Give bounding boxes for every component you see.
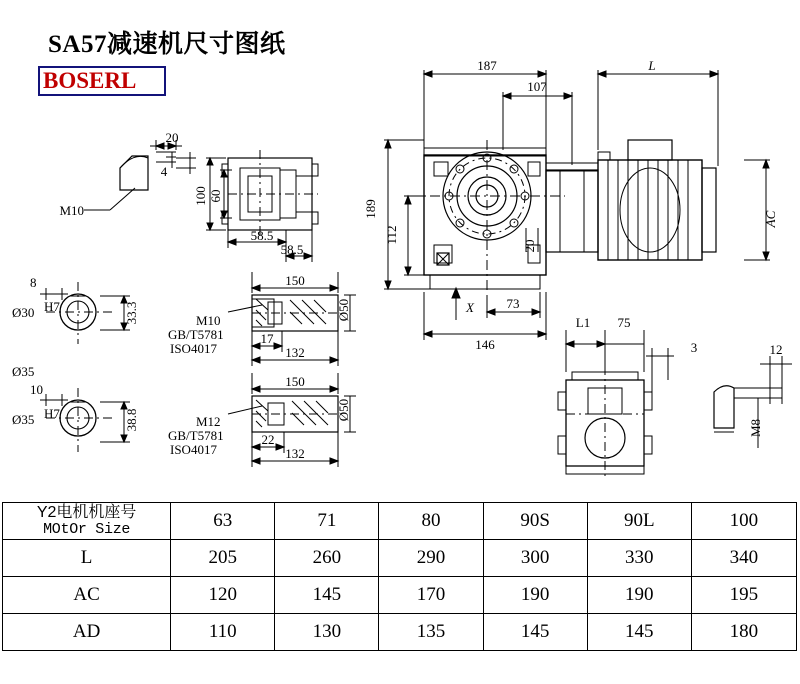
dim-10: 10 [30,382,43,397]
AD-90l: 145 [587,614,691,651]
size-90s: 90S [483,503,587,540]
L-90l: 330 [587,540,691,577]
dim-3: 3 [690,340,698,355]
dim-20-right: 20 [522,239,537,253]
dim-M8: M8 [748,418,763,438]
dim-60: 60 [208,189,223,203]
dim-132a: 132 [285,345,305,360]
dim-73: 73 [506,296,520,311]
dim-22: 22 [261,432,275,447]
dim-gb-b: GB/T5781 [168,428,224,443]
motor-size-label [3,503,171,540]
dim-d50b: Ø50 [336,398,351,422]
dim-d30-sup: H7 [44,299,60,314]
spec-table [2,502,797,651]
dim-d30: Ø30 [12,305,35,320]
dim-150b: 150 [285,374,305,389]
table-row-AC [3,577,797,614]
size-100: 100 [691,503,796,540]
dim-388: 38.8 [124,408,139,432]
dim-17: 17 [260,331,274,346]
dim-X: X [466,300,474,315]
dim-M10-left: M10 [59,203,84,218]
motor-size-label-cn: Y2电机机座号 [36,504,137,521]
dim-585b: 58.5 [280,242,304,257]
size-71: 71 [275,503,379,540]
AD-80: 135 [379,614,483,651]
dim-150a: 150 [285,273,305,288]
dim-333: 33.3 [124,301,139,325]
AC-100: 195 [691,577,796,614]
AC-80: 170 [379,577,483,614]
row-label-AD: AD [3,614,171,651]
dim-d50a: Ø50 [336,298,351,322]
L-80: 290 [379,540,483,577]
table-row-header [3,503,797,540]
dim-20-top: 20 [165,130,179,145]
AC-90l: 190 [587,577,691,614]
page-title: SA57减速机尺寸图纸 [48,31,286,58]
dim-187: 187 [477,58,497,73]
dim-M12-bolt: M12 [196,414,221,429]
L-90s: 300 [483,540,587,577]
logo-text: BOSERL [43,68,137,93]
dim-gb-a: GB/T5781 [168,327,224,342]
dim-146: 146 [475,337,495,352]
dim-L1: L1 [575,315,591,330]
dim-12: 12 [769,342,783,357]
size-90l: 90L [587,503,691,540]
AC-71: 145 [275,577,379,614]
L-63: 205 [171,540,275,577]
dim-AC: AC [763,210,778,228]
dim-d35-sup: H7 [44,406,60,421]
L-100: 340 [691,540,796,577]
dim-d35-plain: Ø35 [12,364,35,379]
L-71: 260 [275,540,379,577]
motor-size-label-en: MOtOr Size [43,521,131,538]
dim-107: 107 [527,79,547,94]
dim-8: 8 [30,275,37,290]
dim-100: 100 [193,186,208,206]
dim-L: L [648,58,656,73]
dim-iso-a: ISO4017 [170,341,217,356]
dim-189: 189 [363,199,378,219]
table-row-AD [3,614,797,651]
table-row-L [3,540,797,577]
dim-4: 4 [160,164,168,179]
AC-63: 120 [171,577,275,614]
size-80: 80 [379,503,483,540]
AD-90s: 145 [483,614,587,651]
dim-d35: Ø35 [12,412,35,427]
dim-585a: 58.5 [250,228,274,243]
dim-M10-bolt: M10 [196,313,221,328]
dim-iso-b: ISO4017 [170,442,217,457]
AD-71: 130 [275,614,379,651]
AD-100: 180 [691,614,796,651]
AC-90s: 190 [483,577,587,614]
dim-75: 75 [617,315,631,330]
AD-63: 110 [171,614,275,651]
row-label-AC: AC [3,577,171,614]
row-label-L: L [3,540,171,577]
dim-112: 112 [384,225,399,245]
size-63: 63 [171,503,275,540]
dim-132b: 132 [285,446,305,461]
